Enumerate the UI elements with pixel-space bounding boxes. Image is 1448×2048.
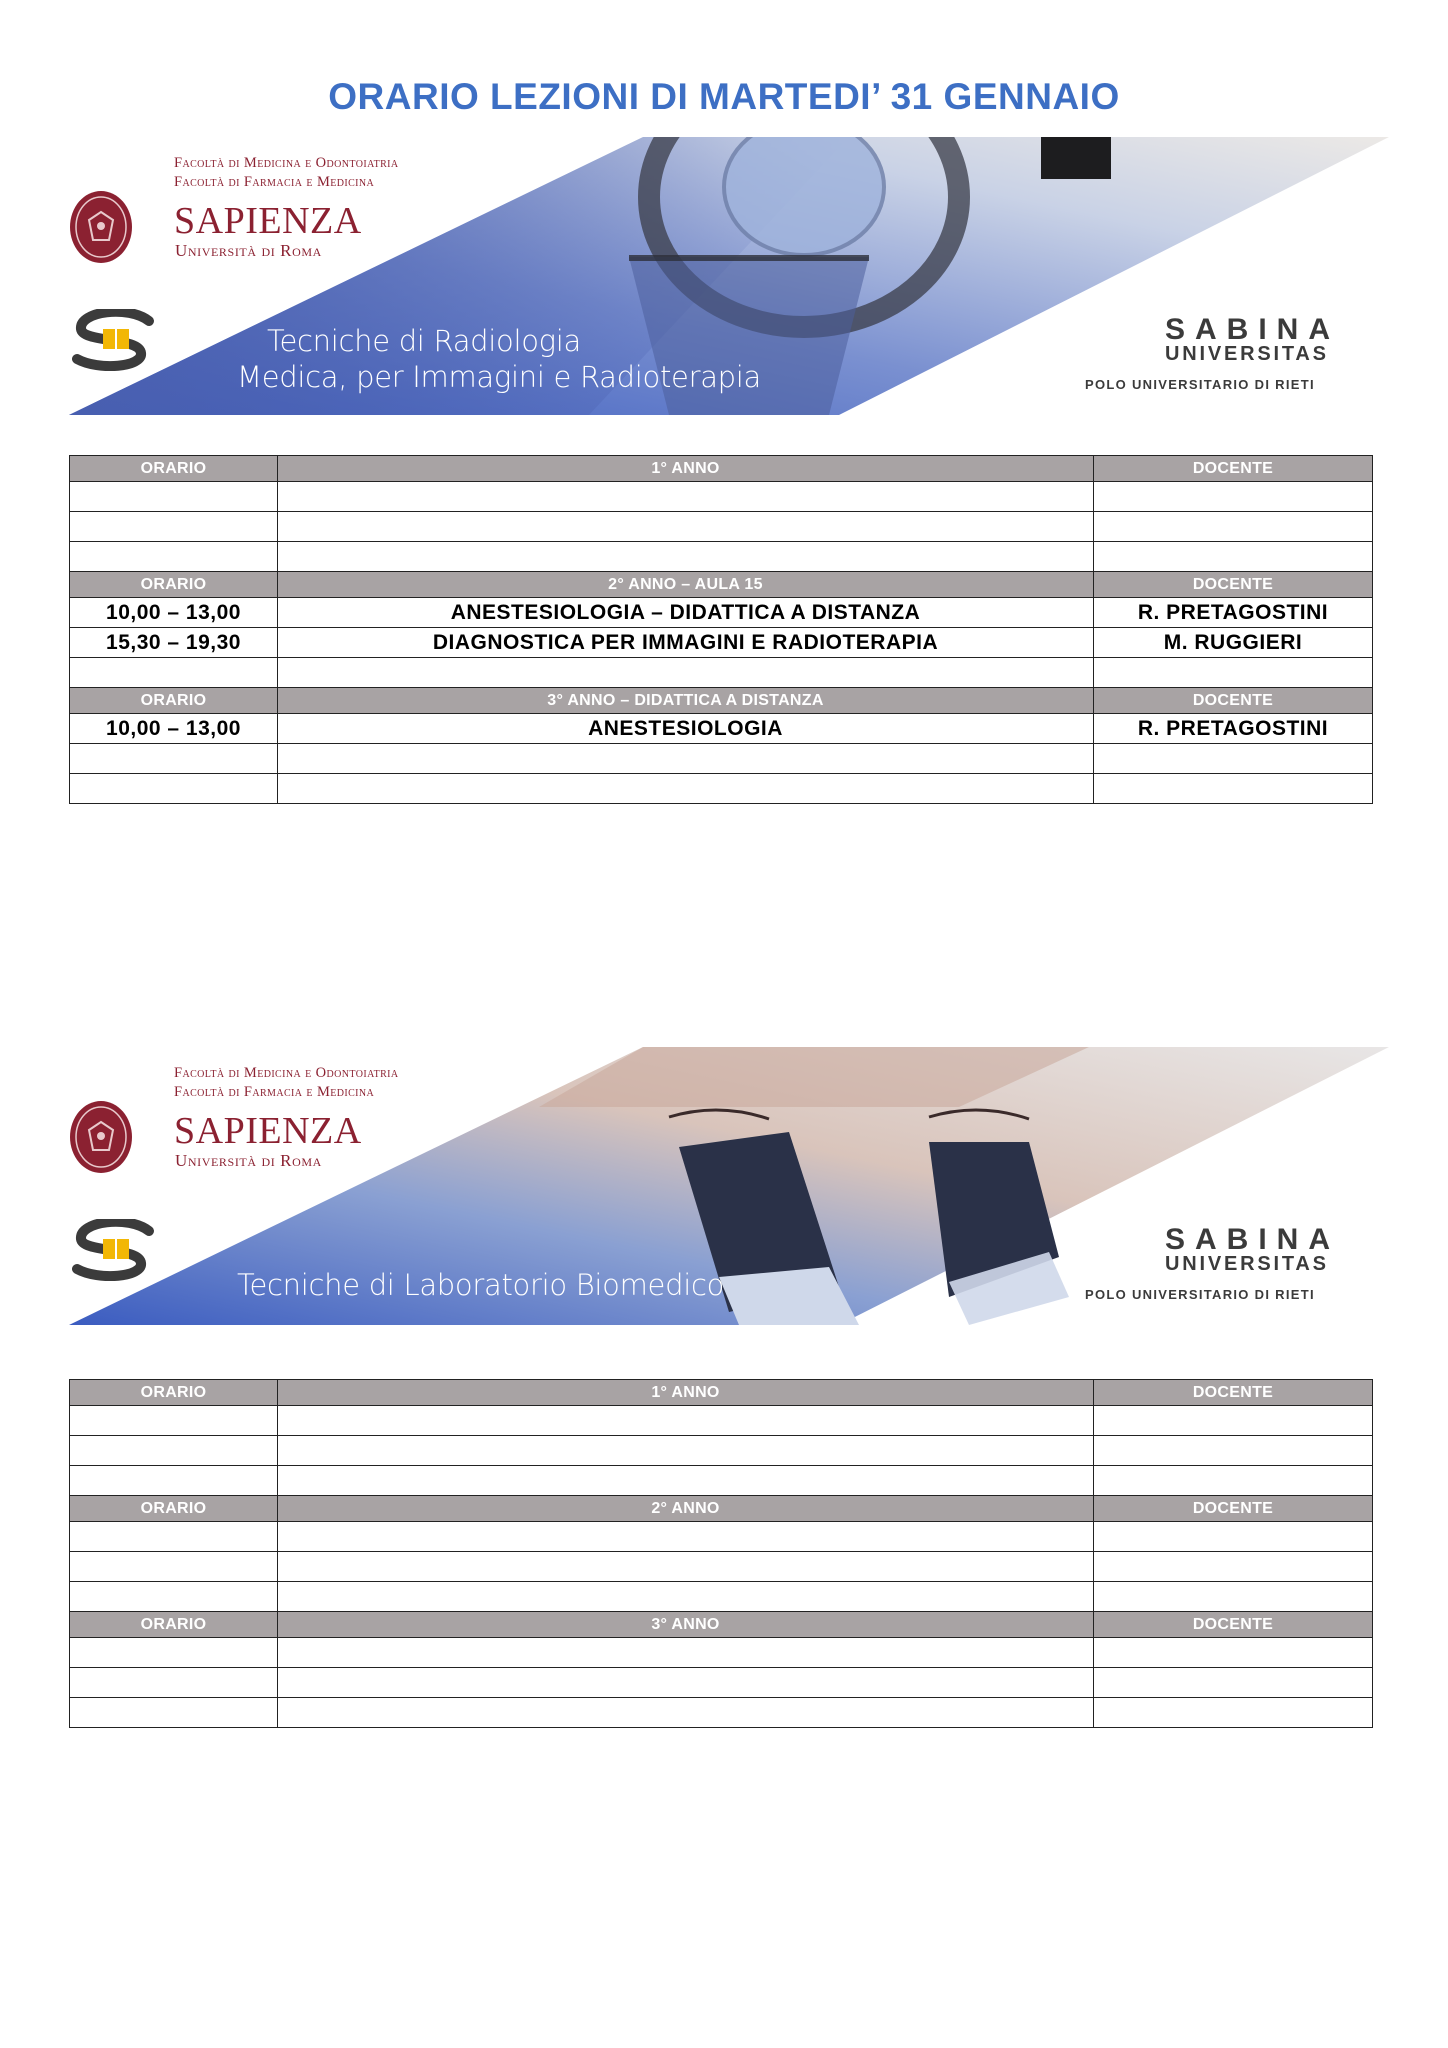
university-sub: Università di Roma xyxy=(175,1151,322,1170)
course-title-radiologia xyxy=(237,323,762,395)
table-row xyxy=(70,1406,1373,1436)
header-year: 3° ANNO xyxy=(278,1612,1094,1638)
cell-teacher xyxy=(1094,1638,1373,1668)
table-row xyxy=(70,1582,1373,1612)
header-time: ORARIO xyxy=(70,688,278,714)
cell-teacher xyxy=(1094,1466,1373,1496)
faculty-lines xyxy=(174,1064,399,1102)
cell-subject xyxy=(278,1698,1094,1728)
cell-time: 10,00 – 13,00 xyxy=(70,714,278,744)
header-teacher: DOCENTE xyxy=(1094,688,1373,714)
header-teacher: DOCENTE xyxy=(1094,1380,1373,1406)
banner-radiologia xyxy=(69,137,1389,415)
table-header xyxy=(70,1380,1373,1406)
sabina-polo: POLO UNIVERSITARIO DI RIETI xyxy=(1085,377,1315,392)
header-time: ORARIO xyxy=(70,1496,278,1522)
course-line-1: Tecniche di Laboratorio Biomedico xyxy=(237,1268,725,1302)
cell-teacher: M. RUGGIERI xyxy=(1094,628,1373,658)
cell-time xyxy=(70,482,278,512)
cell-teacher xyxy=(1094,1552,1373,1582)
header-teacher: DOCENTE xyxy=(1094,1612,1373,1638)
cell-subject xyxy=(278,658,1094,688)
table-row xyxy=(70,1698,1373,1728)
cell-teacher xyxy=(1094,744,1373,774)
sabina-sub: UNIVERSITAS xyxy=(1165,1253,1329,1275)
course-line-1: Tecniche di Radiologia xyxy=(267,324,582,358)
header-time: ORARIO xyxy=(70,572,278,598)
table-row xyxy=(70,628,1373,658)
sabina-logo-icon xyxy=(69,1219,159,1281)
cell-subject xyxy=(278,774,1094,804)
cell-time: 15,30 – 19,30 xyxy=(70,628,278,658)
table-row xyxy=(70,512,1373,542)
table-row xyxy=(70,1522,1373,1552)
sabina-name: SABINA xyxy=(1165,1223,1341,1256)
table-row xyxy=(70,482,1373,512)
cell-time: 10,00 – 13,00 xyxy=(70,598,278,628)
header-year: 2° ANNO xyxy=(278,1496,1094,1522)
cell-time xyxy=(70,658,278,688)
page-title: ORARIO LEZIONI DI MARTEDI’ 31 GENNAIO xyxy=(328,76,1120,117)
cell-teacher xyxy=(1094,658,1373,688)
cell-teacher xyxy=(1094,1668,1373,1698)
header-year: 2° ANNO – AULA 15 xyxy=(278,572,1094,598)
cell-time xyxy=(70,774,278,804)
table-row xyxy=(70,1638,1373,1668)
cell-time xyxy=(70,1436,278,1466)
cell-time xyxy=(70,1582,278,1612)
cell-teacher: R. PRETAGOSTINI xyxy=(1094,598,1373,628)
schedule-table-laboratorio xyxy=(69,1379,1373,1728)
cell-subject: ANESTESIOLOGIA xyxy=(278,714,1094,744)
cell-subject xyxy=(278,1436,1094,1466)
cell-time xyxy=(70,1406,278,1436)
table-row xyxy=(70,1668,1373,1698)
sabina-polo: POLO UNIVERSITARIO DI RIETI xyxy=(1085,1287,1315,1302)
cell-teacher xyxy=(1094,1406,1373,1436)
cell-subject xyxy=(278,1638,1094,1668)
cell-subject: ANESTESIOLOGIA – DIDATTICA A DISTANZA xyxy=(278,598,1094,628)
university-sub: Università di Roma xyxy=(175,241,322,260)
table-row xyxy=(70,744,1373,774)
cell-subject xyxy=(278,744,1094,774)
cell-subject xyxy=(278,1668,1094,1698)
cell-teacher xyxy=(1094,542,1373,572)
table-header xyxy=(70,688,1373,714)
cell-teacher xyxy=(1094,482,1373,512)
header-time: ORARIO xyxy=(70,1380,278,1406)
cell-teacher xyxy=(1094,1698,1373,1728)
cell-teacher xyxy=(1094,1522,1373,1552)
sabina-name: SABINA xyxy=(1165,313,1341,346)
university-name: SAPIENZA xyxy=(174,200,362,242)
table-header xyxy=(70,572,1373,598)
table-header xyxy=(70,456,1373,482)
cell-time xyxy=(70,744,278,774)
cell-subject xyxy=(278,512,1094,542)
cell-time xyxy=(70,512,278,542)
faculty-line-2: Facoltà di Farmacia e Medicina xyxy=(174,174,375,190)
table-row xyxy=(70,658,1373,688)
faculty-line-1: Facoltà di Medicina e Odontoiatria xyxy=(174,155,399,171)
cell-teacher xyxy=(1094,774,1373,804)
cell-teacher xyxy=(1094,1436,1373,1466)
schedule-table-radiologia xyxy=(69,455,1373,804)
cell-subject xyxy=(278,482,1094,512)
cell-subject xyxy=(278,1582,1094,1612)
cell-time xyxy=(70,1638,278,1668)
cell-teacher xyxy=(1094,1582,1373,1612)
cell-time xyxy=(70,1466,278,1496)
header-teacher: DOCENTE xyxy=(1094,456,1373,482)
cell-subject xyxy=(278,1522,1094,1552)
university-name: SAPIENZA xyxy=(174,1110,362,1152)
faculty-lines xyxy=(174,154,399,192)
cell-subject: DIAGNOSTICA PER IMMAGINI E RADIOTERAPIA xyxy=(278,628,1094,658)
sapienza-seal-icon xyxy=(69,190,133,264)
course-title-laboratorio xyxy=(237,1267,724,1303)
faculty-line-2: Facoltà di Farmacia e Medicina xyxy=(174,1084,375,1100)
cell-subject xyxy=(278,542,1094,572)
cell-subject xyxy=(278,1406,1094,1436)
cell-time xyxy=(70,1668,278,1698)
cell-time xyxy=(70,542,278,572)
course-line-2: Medica, per Immagini e Radioterapia xyxy=(237,360,762,394)
table-row xyxy=(70,774,1373,804)
cell-time xyxy=(70,1552,278,1582)
header-time: ORARIO xyxy=(70,1612,278,1638)
cell-time xyxy=(70,1698,278,1728)
sapienza-seal-icon xyxy=(69,1100,133,1174)
sabina-logo-icon xyxy=(69,309,159,371)
table-header xyxy=(70,1496,1373,1522)
cell-time xyxy=(70,1522,278,1552)
header-time: ORARIO xyxy=(70,456,278,482)
header-year: 3° ANNO – DIDATTICA A DISTANZA xyxy=(278,688,1094,714)
table-row xyxy=(70,598,1373,628)
cell-teacher: R. PRETAGOSTINI xyxy=(1094,714,1373,744)
table-row xyxy=(70,1552,1373,1582)
header-teacher: DOCENTE xyxy=(1094,1496,1373,1522)
header-year: 1° ANNO xyxy=(278,456,1094,482)
table-row xyxy=(70,1466,1373,1496)
faculty-line-1: Facoltà di Medicina e Odontoiatria xyxy=(174,1065,399,1081)
table-row xyxy=(70,542,1373,572)
sabina-sub: UNIVERSITAS xyxy=(1165,343,1329,365)
cell-subject xyxy=(278,1466,1094,1496)
table-row xyxy=(70,1436,1373,1466)
header-teacher: DOCENTE xyxy=(1094,572,1373,598)
header-year: 1° ANNO xyxy=(278,1380,1094,1406)
cell-teacher xyxy=(1094,512,1373,542)
banner-laboratorio xyxy=(69,1047,1389,1325)
cell-subject xyxy=(278,1552,1094,1582)
table-header xyxy=(70,1612,1373,1638)
table-row xyxy=(70,714,1373,744)
